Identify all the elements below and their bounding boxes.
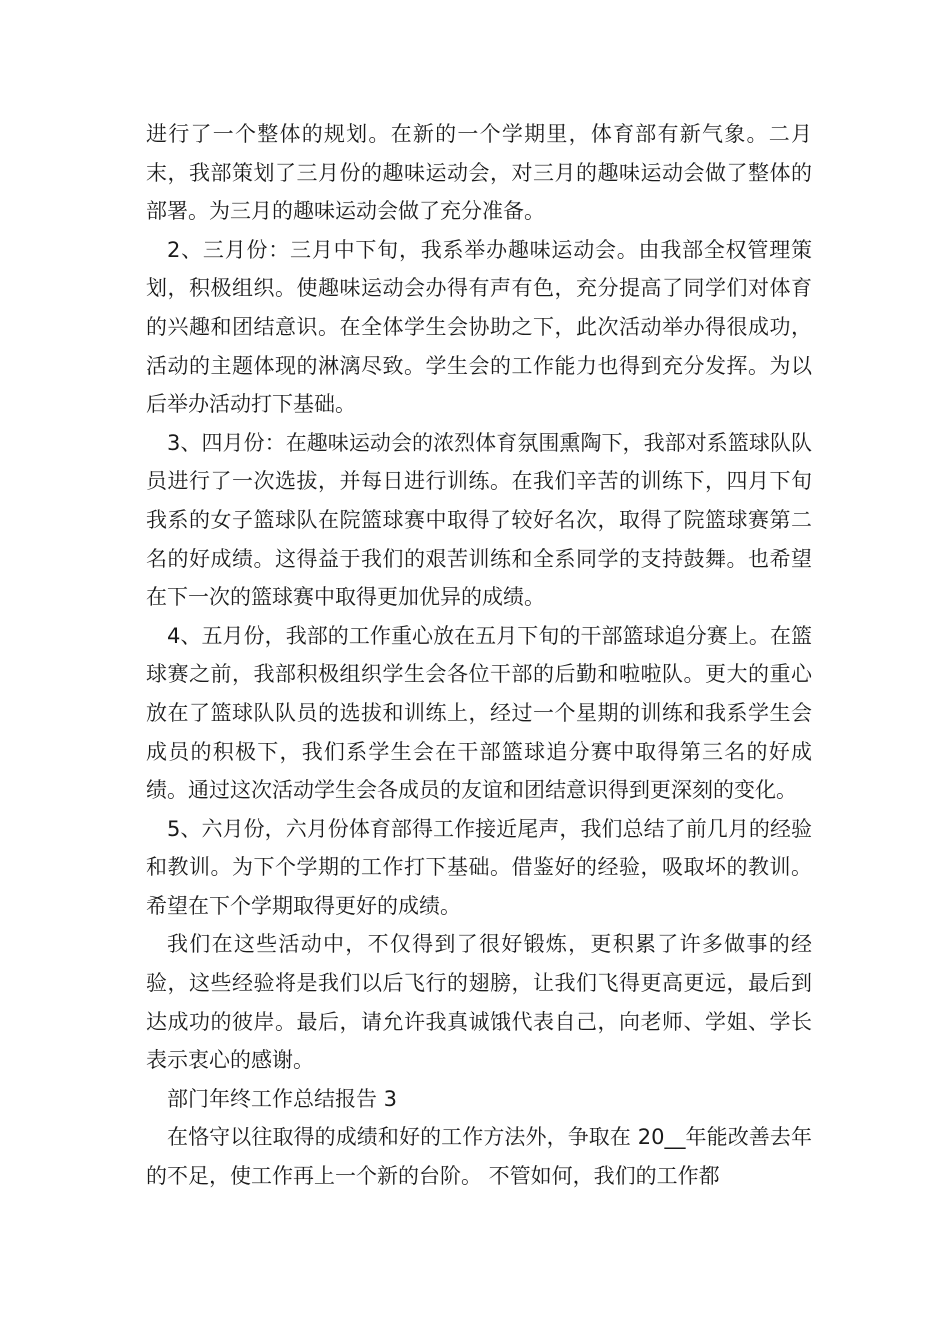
section-heading: 部门年终工作总结报告 3 (167, 1086, 398, 1111)
paragraph-march: 2、三月份：三月中下旬，我系举办趣味运动会。由我部全权管理策划，积极组织。使趣味运动会办得有声有色，充分提高了同学们对体育的兴趣和团结意识。在全体学生会协助之下，此次活动举办得很成功，活动的主题体现的淋漓尽致。学生会的工作能力也得到充分发挥。为以后举办活动打下基础。 (146, 237, 812, 417)
paragraph-report-3: 在恪守以往取得的成绩和好的工作方法外，争取在 20__年能改善去年的不足，使工作再上一个新的台阶。 不管如何，我们的工作都 (146, 1125, 812, 1189)
paragraph-june: 5、六月份，六月份体育部得工作接近尾声，我们总结了前几月的经验和教训。为下个学期的工作打下基础。借鉴好的经验，吸取坏的教训。希望在下个学期取得更好的成绩。 (146, 816, 812, 918)
paragraph-intro: 进行了一个整体的规划。在新的一个学期里，体育部有新气象。二月末，我部策划了三月份的趣味运动会，对三月的趣味运动会做了整体的部署。为三月的趣味运动会做了充分准备。 (146, 122, 812, 224)
document-body (146, 115, 812, 1196)
paragraph-may: 4、五月份，我部的工作重心放在五月下旬的干部篮球追分赛上。在篮球赛之前，我部积极组织学生会各位干部的后勤和啦啦队。更大的重心放在了篮球队队员的选拔和训练上，经过一个星期的训练和我系学生会成员的积极下，我们系学生会在干部篮球追分赛中取得第三名的好成绩。通过这次活动学生会各成员的友谊和团结意识得到更深刻的变化。 (146, 623, 812, 803)
paragraph-conclusion: 我们在这些活动中，不仅得到了很好锻炼，更积累了许多做事的经验，这些经验将是我们以后飞行的翅膀，让我们飞得更高更远，最后到达成功的彼岸。最后，请允许我真诚饿代表自己，向老师、学姐、学长表示衷心的感谢。 (146, 932, 812, 1073)
paragraph-april: 3、四月份：在趣味运动会的浓烈体育氛围熏陶下，我部对系篮球队队员进行了一次选拔，并每日进行训练。在我们辛苦的训练下，四月下旬我系的女子篮球队在院篮球赛中取得了较好名次，取得了院篮球赛第二名的好成绩。这得益于我们的艰苦训练和全系同学的支持鼓舞。也希望在下一次的篮球赛中取得更加优异的成绩。 (146, 430, 812, 610)
